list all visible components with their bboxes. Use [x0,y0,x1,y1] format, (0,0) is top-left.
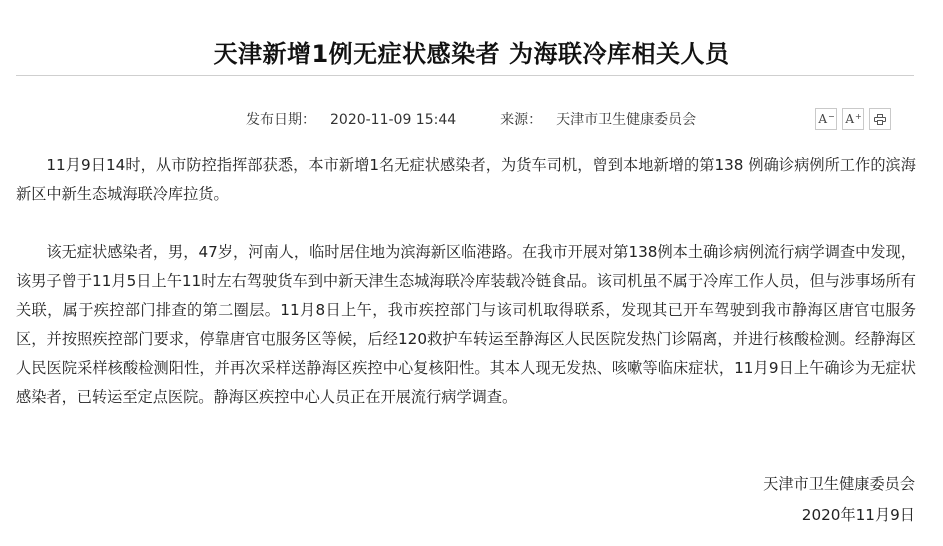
source-value: 天津市卫生健康委员会 [556,112,697,128]
signature-org: 天津市卫生健康委员会 [763,475,915,493]
title-divider [16,75,914,76]
article-paragraph-2: 该无症状感染者，男，47岁，河南人，临时居住地为滨海新区临港路。在我市开展对第138例本土确诊病例流行病学调查中发现，该男子曾于11月5日上午11时左右驾驶货车到中新天津生态城海联冷库装载冷链食品。该司机虽不属于冷库工作人员，但与涉事场所有关联，属于疾控部门排查的第二圈层。11月8日上午，我市疾控部门与该司机取得联系，发现其已开车驾驶到我市静海区唐官屯服务区，并按照疾控部门要求，停靠唐官屯服务区等候，后经120救护车转运至静海区人民医院发热门诊隔离，并进行核酸检测。经静海区人民医院采样核酸检测阳性，并再次采样送静海区疾控中心复核阳性。其本人现无发热、咳嗽等临床症状，11月9日上午确诊为无症状感染者，已转运至定点医院。静海区疾控中心人员正在开展流行病学调查。 [16,243,916,406]
article-title: 天津新增1例无症状感染者 为海联冷库相关人员 [213,40,730,69]
signature-date: 2020年11月9日 [801,506,915,524]
printer-icon [874,114,886,125]
article-body [16,151,916,441]
font-increase-button[interactable] [842,108,864,130]
print-button[interactable] [869,108,891,130]
font-decrease-button[interactable] [815,108,837,130]
publish-date-label: 发布日期： [246,112,316,128]
article-toolbar [815,108,891,130]
font-decrease-icon: A− [818,112,835,126]
article-meta [246,109,696,129]
source-label: 来源： [500,112,543,128]
font-increase-icon: A+ [845,112,862,126]
publish-date-value: 2020-11-09 15:44 [330,112,457,128]
article-paragraph-1: 11月9日14时，从市防控指挥部获悉，本市新增1名无症状感染者，为货车司机，曾到本地新增的第138 例确诊病例所工作的滨海新区中新生态城海联冷库拉货。 [16,156,916,203]
